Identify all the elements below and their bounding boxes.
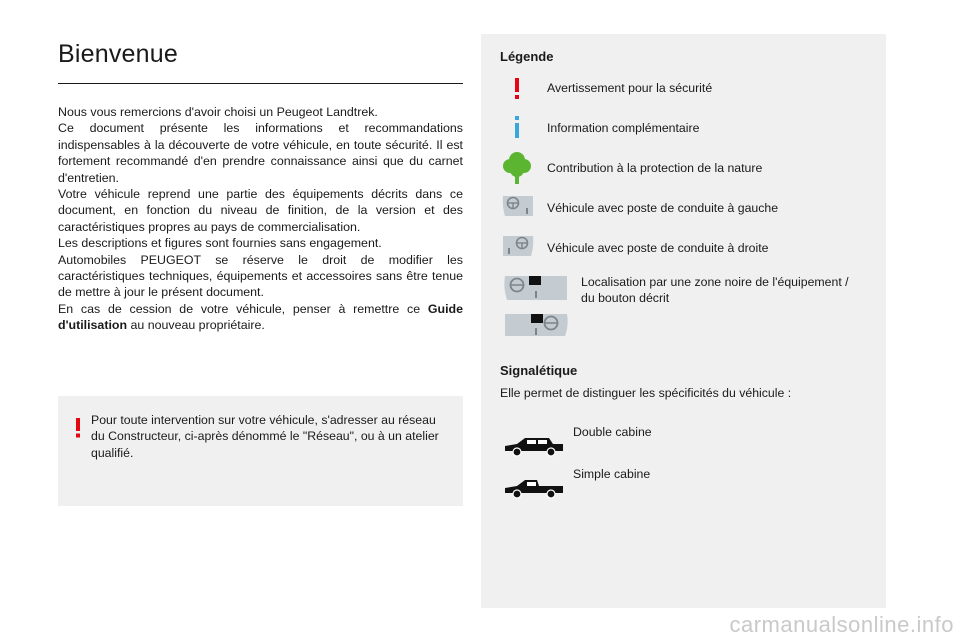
legend-item-black-zone	[481, 268, 886, 338]
right-hand-drive-icon	[501, 234, 535, 263]
intro-paragraph: Les descriptions et figures sont fournies sans engagement.	[58, 236, 382, 251]
legend-title: Légende	[500, 49, 554, 64]
intro-text	[58, 104, 463, 334]
legend-panel	[481, 34, 886, 608]
tree-icon	[503, 151, 531, 190]
intro-paragraph: Nous vous remercions d'avoir choisi un Peugeot Landtrek.	[58, 105, 378, 119]
legend-label: Avertissement pour la sécurité	[547, 81, 713, 95]
legend-label: Localisation par une zone noire de l'équipement / du bouton décrit	[581, 275, 849, 305]
left-hand-drive-icon	[501, 194, 535, 223]
legend-item-nature	[481, 154, 886, 190]
double-cab-icon	[503, 434, 565, 463]
legend-item-right-hand-drive	[481, 234, 886, 270]
legend-label: Information complémentaire	[547, 121, 700, 135]
notice-text: Pour toute intervention sur votre véhicule, s'adresser au réseau du Constructeur, ci-après dénommé le "Réseau", ou à un atelier qualifié.	[91, 413, 439, 460]
title-divider	[58, 83, 463, 84]
info-icon	[512, 116, 522, 143]
signage-label: Simple cabine	[573, 467, 651, 481]
warning-icon	[74, 418, 82, 443]
dealer-notice-box	[58, 396, 463, 506]
welcome-section	[58, 30, 463, 334]
intro-last-prefix: En cas de cession de votre véhicule, penser à remettre ce	[58, 301, 428, 316]
page-title: Bienvenue	[58, 40, 178, 68]
intro-paragraph: Ce document présente les informations et recommandations indispensables à la découverte de votre véhicule, en toute sécurité. Il est fortement recommandé d'en prendre connaissance ainsi que du carnet d'entretien.	[58, 121, 463, 185]
intro-paragraph: Votre véhicule reprend une partie des équipements décrits dans ce document, en fonction du niveau de finition, de la version et des caractéristiques propres au pays de commercialisation.	[58, 187, 463, 234]
black-zone-location-icon	[501, 272, 571, 343]
signage-title: Signalétique	[500, 363, 578, 378]
guide-name: Guide d'utilisation	[58, 301, 463, 333]
legend-item-left-hand-drive	[481, 194, 886, 230]
watermark: carmanualsonline.info	[729, 612, 954, 637]
signage-description: Elle permet de distinguer les spécificités du véhicule :	[500, 386, 792, 400]
intro-paragraph: Automobiles PEUGEOT se réserve le droit de modifier les caractéristiques techniques, équipements et accessoires sans être tenue de mettre à jour le présent document.	[58, 252, 463, 300]
legend-label: Contribution à la protection de la nature	[547, 161, 763, 175]
intro-paragraph-last	[58, 301, 463, 334]
intro-last-suffix: au nouveau propriétaire.	[127, 318, 265, 333]
single-cab-icon	[503, 476, 565, 505]
legend-item-warning	[481, 74, 886, 110]
signage-label: Double cabine	[573, 425, 652, 439]
legend-label: Véhicule avec poste de conduite à droite	[547, 241, 769, 255]
legend-item-info	[481, 114, 886, 150]
warning-icon	[513, 78, 521, 105]
legend-label: Véhicule avec poste de conduite à gauche	[547, 201, 779, 215]
